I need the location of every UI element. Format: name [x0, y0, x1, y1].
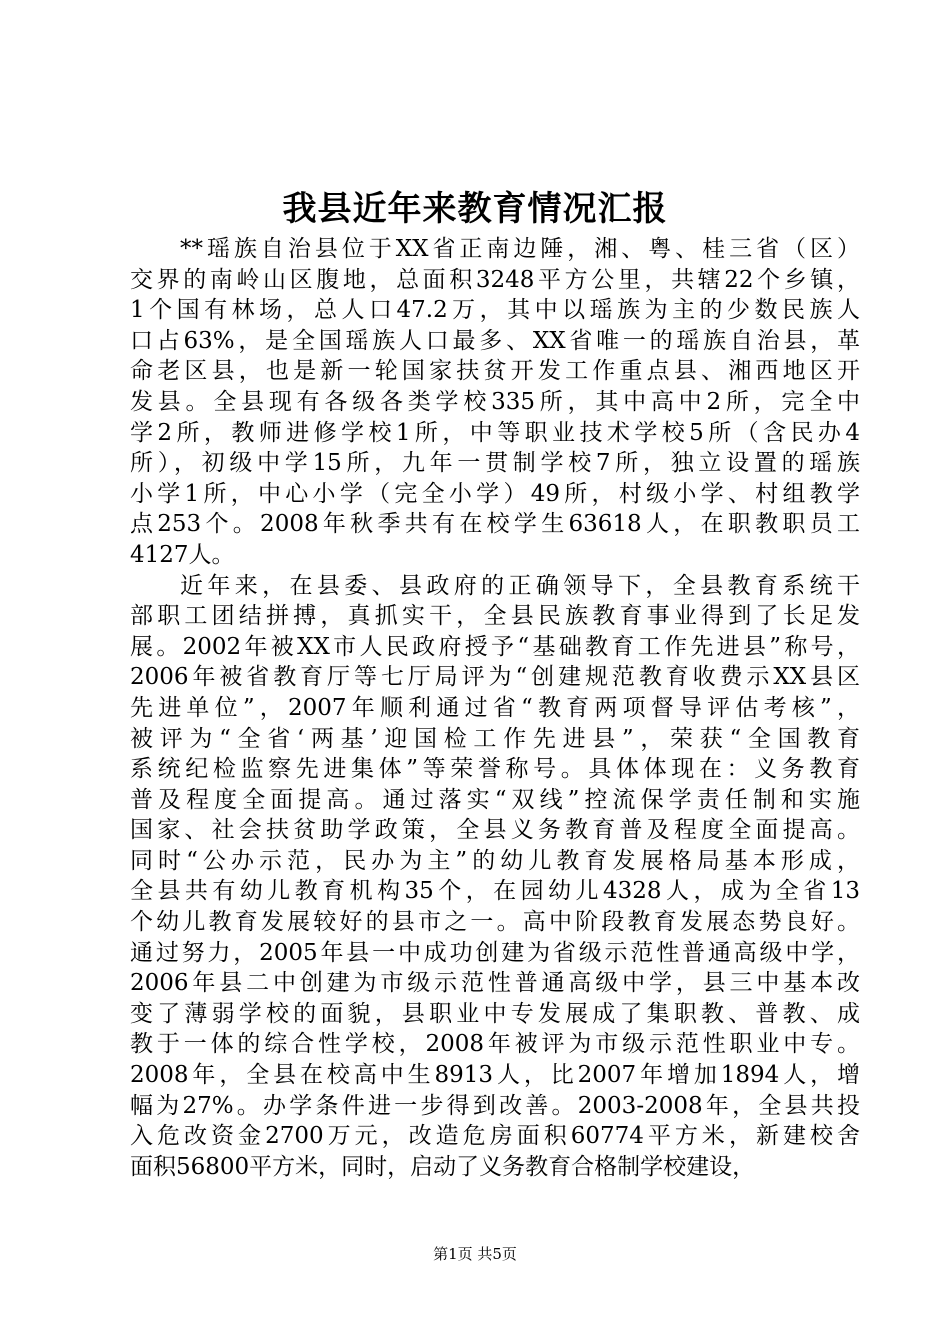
text-line: 教于一体的综合性学校，2008年被评为市级示范性职业中专。 — [130, 1031, 860, 1058]
text-line: 个幼儿教育发展较好的县市之一。高中阶段教育发展态势良好。 — [130, 909, 860, 936]
text-line: 展。2002年被XX市人民政府授予“基础教育工作先进县”称号， — [130, 633, 860, 660]
page-number-footer: 第1页 共5页 — [433, 1245, 517, 1263]
text-line: 幅为27%。办学条件进一步得到改善。2003-2008年，全县共投 — [130, 1092, 860, 1119]
text-line: 学2所，教师进修学校1所，中等职业技术学校5所（含民办4 — [130, 419, 860, 446]
text-line: 面积56800平方米，同时，启动了义务教育合格制学校建设， — [130, 1153, 756, 1180]
paragraph-1 — [130, 234, 860, 571]
text-line: 同时“公办示范，民办为主”的幼儿教育发展格局基本形成， — [130, 847, 860, 874]
document-title: 我县近年来教育情况汇报 — [282, 189, 668, 229]
text-line: 部职工团结拼搏，真抓实干，全县民族教育事业得到了长足发 — [130, 603, 860, 630]
text-line: 2006年县二中创建为市级示范性普通高级中学，县三中基本改 — [130, 970, 860, 997]
text-line: 小学1所，中心小学（完全小学）49所，村级小学、村组教学 — [130, 480, 860, 507]
text-line: 2006年被省教育厅等七厅局评为“创建规范教育收费示XX县区 — [130, 664, 860, 691]
text-line: 所），初级中学15所，九年一贯制学校7所，独立设置的瑶族 — [130, 450, 860, 477]
text-line: 先进单位”，2007年顺利通过省“教育两项督导评估考核”， — [130, 694, 860, 721]
text-line: 被评为“全省‘两基’迎国检工作先进县”，荣获“全国教育 — [130, 725, 860, 752]
document-body — [130, 234, 860, 1182]
text-line: 1个国有林场，总人口47.2万，其中以瑶族为主的少数民族人 — [130, 297, 860, 324]
text-line: 4127人。 — [130, 541, 235, 568]
text-line: 全县共有幼儿教育机构35个，在园幼儿4328人，成为全省13 — [130, 878, 860, 905]
text-line: 普及程度全面提高。通过落实“双线”控流保学责任制和实施 — [130, 786, 860, 813]
text-line: 近年来，在县委、县政府的正确领导下，全县教育系统干 — [180, 572, 860, 599]
paragraph-2 — [130, 571, 860, 1183]
text-line: 系统纪检监察先进集体”等荣誉称号。具体体现在：义务教育 — [130, 756, 860, 783]
text-line: 入危改资金2700万元，改造危房面积60774平方米，新建校舍 — [130, 1123, 860, 1150]
text-line: 交界的南岭山区腹地，总面积3248平方公里，共辖22个乡镇， — [130, 266, 860, 293]
text-line: 变了薄弱学校的面貌，县职业中专发展成了集职教、普教、成 — [130, 1000, 860, 1027]
text-line: 点253个。2008年秋季共有在校学生63618人，在职教职员工 — [130, 511, 860, 538]
text-line: 发县。全县现有各级各类学校335所，其中高中2所，完全中 — [130, 388, 860, 415]
text-line: 命老区县，也是新一轮国家扶贫开发工作重点县、湘西地区开 — [130, 358, 860, 385]
text-line: 口占63%，是全国瑶族人口最多、XX省唯一的瑶族自治县，革 — [130, 327, 860, 354]
text-line: 通过努力，2005年县一中成功创建为省级示范性普通高级中学， — [130, 939, 860, 966]
text-line: 国家、社会扶贫助学政策，全县义务教育普及程度全面提高。 — [130, 817, 860, 844]
text-line: **瑶族自治县位于XX省正南边陲，湘、粤、桂三省（区） — [180, 236, 860, 262]
text-line: 2008年，全县在校高中生8913人，比2007年增加1894人，增 — [130, 1062, 860, 1089]
